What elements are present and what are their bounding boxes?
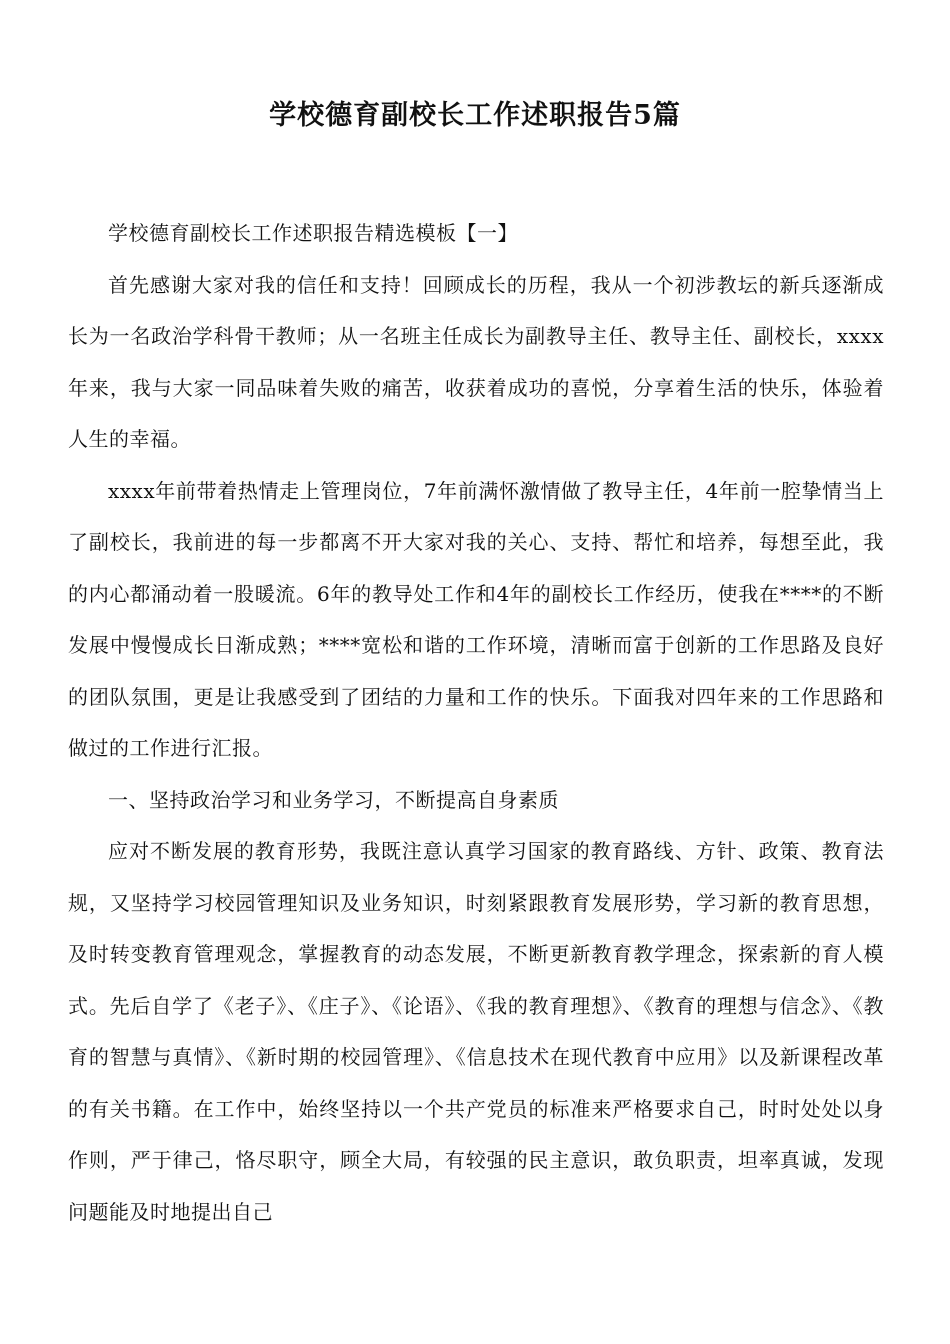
paragraph-gratitude: 首先感谢大家对我的信任和支持！回顾成长的历程，我从一个初涉教坛的新兵逐渐成长为一名政治学科骨干教师；从一名班主任成长为副教导主任、教导主任、副校长，xxxx年来，我与大家一同品味着失败的痛苦，收获着成功的喜悦，分享着生活的快乐，体验着人生的幸福。 xyxy=(68,272,884,451)
paragraph-study: 应对不断发展的教育形势，我既注意认真学习国家的教育路线、方针、政策、教育法规，又坚持学习校园管理知识及业务知识，时刻紧跟教育发展形势，学习新的教育思想，及时转变教育管理观念，掌握教育的动态发展，不断更新教育教学理念，探索新的育人模式。先后自学了《老子》、《庄子》、《论语》、《我的教育理想》、《教育的理想与信念》、《教育的智慧与真情》、《新时期的校园管理》、《信息技术在现代教育中应用》以及新课程改革的有关书籍。在工作中，始终坚持以一个共产党员的标准来严格要求自己，时时处处以身作则，严于律己，恪尽职守，顾全大局，有较强的民主意识，敢负职责，坦率真诚，发现问题能及时地提出自己 xyxy=(68,839,884,1224)
section-heading-template-one: 学校德育副校长工作述职报告精选模板【一】 xyxy=(108,221,518,245)
section-heading-study: 一、坚持政治学习和业务学习，不断提高自身素质 xyxy=(108,787,559,812)
document-body xyxy=(68,208,884,1238)
document-title: 学校德育副校长工作述职报告5篇 xyxy=(269,100,681,131)
paragraph-career-history: xxxx年前带着热情走上管理岗位，7年前满怀激情做了教导主任，4年前一腔挚情当上了副校长，我前进的每一步都离不开大家对我的关心、支持、帮忙和培养，每想至此，我的内心都涌动着一股暖流。6年的教导处工作和4年的副校长工作经历，使我在****的不断发展中慢慢成长日渐成熟；****宽松和谐的工作环境，清晰而富于创新的工作思路及良好的团队氛围，更是让我感受到了团结的力量和工作的快乐。下面我对四年来的工作思路和做过的工作进行汇报。 xyxy=(68,478,884,760)
